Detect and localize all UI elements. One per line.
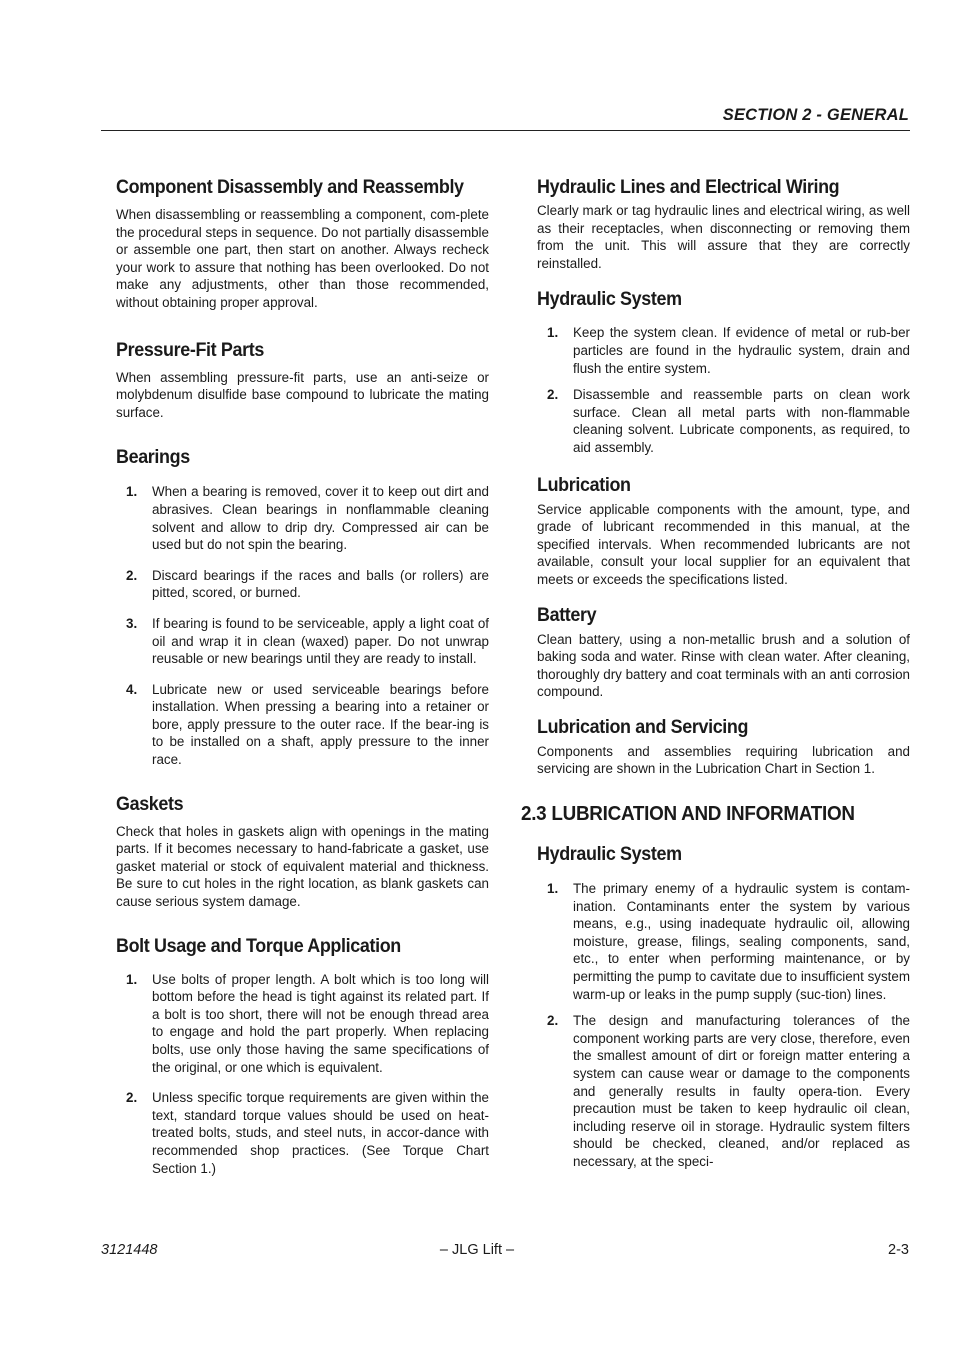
heading-pressure-fit: Pressure-Fit Parts (116, 338, 264, 361)
header-divider (101, 130, 910, 131)
list-item: 2. The design and manufacturing tolerances of the component working parts are very close, therefore, even the smallest amount of dirt or foreign matter entering a system can cause wear or damage to the components and generally results in faulty opera-tion. Every precaution must be taken to keep hydraulic oil clean, including reserve oil in storage. Hydraulic system filters should be checked, cleaned, and/or replaced as necessary, at the speci- (547, 1013, 910, 1169)
section-heading-2-3: 2.3 LUBRICATION AND INFORMATION (521, 802, 855, 826)
paragraph-hydraulic-lines: Clearly mark or tag hydraulic lines and electrical wiring, as well as their receptacles, when disconnecting or removing them from the unit. This will assure that they are correctly reinstalled. (537, 203, 910, 271)
paragraph-lubrication-servicing: Components and assemblies requiring lubrication and servicing are shown in the Lubrication Chart in Section 1. (537, 743, 910, 777)
left-column (116, 176, 489, 1177)
footer-brand: – JLG Lift – (439, 1242, 515, 1258)
bearings-list (116, 483, 489, 768)
right-column (521, 176, 910, 1171)
paragraph-gaskets: Check that holes in gaskets align with openings in the mating parts. If it becomes necessary to hand-fabricate a gasket, use gasket material or stock of equivalent material and thickness. Be sure to cut holes in the right location, as blank gaskets can cause serious system damage. (116, 823, 489, 910)
list-item: 1. The primary enemy of a hydraulic system is contam-ination. Contaminants enter the system by various means, e.g., using inadequate hydraulic oil, allowing moisture, grease, filings, sealing components, sand, etc., to enter when performing maintenance, or by permitting the pump to cavitate due to insufficient system warm-up or leaks in the pump supply (suc-tion) lines. (547, 881, 910, 1002)
heading-bolt-usage: Bolt Usage and Torque Application (116, 934, 401, 957)
list-item: 1. When a bearing is removed, cover it to keep out dirt and abrasives. Clean bearings in nonflammable cleaning solvent and allow to drip dry. Compressed air can be used but do not spin the bearing. (126, 484, 489, 553)
bolt-usage-list (116, 971, 489, 1178)
list-item: 1. Use bolts of proper length. A bolt which is too long will bottom before the head is tight against its related part. If a bolt is too short, there will not be enough thread area to engage and hold the part properly. When replacing bolts, use only those having the same specifications of the original, or one which is equivalent. (126, 971, 489, 1075)
list-item: 2. Unless specific torque requirements are given within the text, standard torque values should be used on heat-treated bolts, studs, and steel nuts, in accor-dance with recommended shop practices. (See Torque Chart Section 1.) (126, 1090, 489, 1176)
page-number: 2-3 (888, 1242, 909, 1258)
section-title: SECTION 2 - GENERAL (722, 106, 909, 124)
heading-battery: Battery (537, 603, 597, 626)
heading-gaskets: Gaskets (116, 792, 184, 815)
paragraph-pressure-fit: When assembling pressure-fit parts, use an anti-seize or molybdenum disulfide base compound to lubricate the mating surface. (116, 369, 489, 420)
heading-hydraulic-system: Hydraulic System (537, 288, 682, 311)
paragraph-lubrication: Service applicable components with the amount, type, and grade of lubricant recommended in this manual, at the specified intervals. When recommended lubricants are not available, consult your local supplier for an equivalent that meets or exceeds the specifications listed. (537, 501, 910, 587)
list-item: 1. Keep the system clean. If evidence of metal or rub-ber particles are found in the hydraulic system, drain and flush the entire system. (547, 325, 910, 376)
heading-hydraulic-system-2: Hydraulic System (537, 843, 682, 866)
paragraph-battery: Clean battery, using a non-metallic brush and a solution of baking soda and water. Rinse with clean water. After cleaning, thoroughly dry battery and coat terminals with an anti corrosion compound. (537, 631, 910, 700)
heading-lubrication: Lubrication (537, 473, 631, 496)
list-item: 2. Discard bearings if the races and balls (or rollers) are pitted, scored, or burned. (126, 567, 489, 601)
heading-hydraulic-lines: Hydraulic Lines and Electrical Wiring (537, 176, 840, 198)
hydraulic-system-list (537, 324, 910, 456)
list-item: 4. Lubricate new or used serviceable bearings before installation. When pressing a bearing into a retainer or bore, apply pressure to the outer race. If the bear-ing is to be installed on a shaft, apply pressure to the inner race. (126, 681, 489, 768)
heading-lubrication-servicing: Lubrication and Servicing (537, 715, 749, 738)
list-item: 3. If bearing is found to be serviceable, apply a light coat of oil and wrap it in clean (waxed) paper. Do not unwrap reusable or new bearings until they are ready to install. (126, 615, 489, 667)
paragraph-component-disassembly: When disassembling or reassembling a component, com-plete the procedural steps in sequence. Do not partially disassemble or assemble one part, then start on another. Always recheck your work to assure that nothing has been overlooked. Do not make any adjustments, other than those recommended, without obtaining proper approval. (116, 207, 489, 310)
document-number: 3121448 (101, 1242, 158, 1258)
heading-component-disassembly: Component Disassembly and Reassembly (116, 176, 464, 198)
hydraulic-system-2-list (537, 880, 910, 1171)
heading-bearings: Bearings (116, 446, 190, 469)
list-item: 2. Disassemble and reassemble parts on clean work surface. Clean all metal parts with non-flammable cleaning solvent. Lubricate components, as required, to aid assembly. (547, 387, 910, 455)
